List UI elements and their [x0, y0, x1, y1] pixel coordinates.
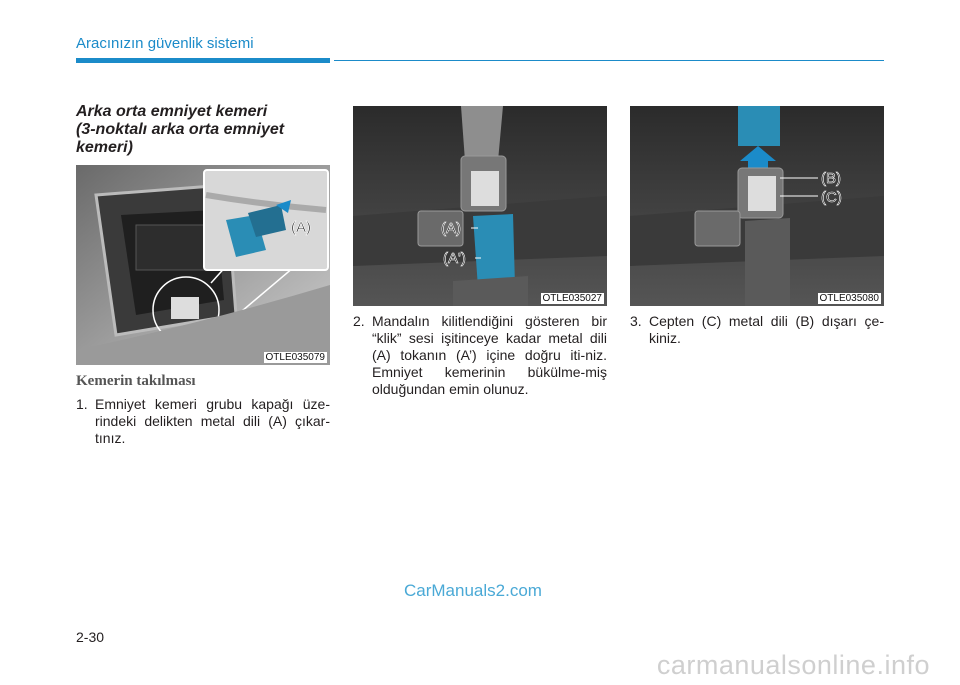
heading-line-2: (3-noktalı arka orta emniyet: [76, 121, 285, 138]
figure-3-illustration: [630, 106, 884, 306]
step-3-text: Cepten (C) metal dili (B) dışarı çe-kiniz.: [649, 313, 884, 346]
subheading-fastening: Kemerin takılması: [76, 373, 196, 389]
figure-3-label-b: (B): [821, 170, 841, 187]
page-number: 2-30: [76, 629, 105, 645]
heading-line-3: kemeri): [76, 139, 133, 156]
figure-2-buckle-insert: [353, 106, 607, 306]
section-title: Aracınızın güvenlik sistemi: [76, 35, 254, 52]
step-2-number: 2.: [353, 313, 365, 329]
figure-1-illustration: [76, 165, 330, 365]
figure-2-code: OTLE035027: [542, 293, 602, 304]
step-1: [76, 396, 330, 447]
step-2: [353, 313, 607, 398]
figure-1-code: OTLE035079: [265, 352, 325, 363]
step-2-text: Mandalın kilitlendiğini gösteren bir “klik” sesi işitinceye kadar metal dili (A) tokanın (A’) içine doğru iti-niz. Emniyet kemerinin bükülme-miş olduğundan emin olunuz.: [372, 313, 607, 397]
step-3: [630, 313, 884, 347]
figure-3-code: OTLE035080: [819, 293, 879, 304]
step-3-number: 3.: [630, 313, 642, 329]
figure-1-ceiling-cover: [76, 165, 330, 365]
site-watermark: carmanualsonline.info: [656, 650, 930, 680]
figure-3-label-c: (C): [821, 189, 842, 206]
figure-2-label-a-prime: (A'): [443, 250, 466, 267]
figure-3-tongue-release: [630, 106, 884, 306]
header-rule-thin: [334, 60, 884, 61]
section-heading: [76, 103, 326, 157]
step-1-text: Emniyet kemeri grubu kapağı üze-rindeki delikten metal dili (A) çıkar-tınız.: [95, 396, 330, 446]
figure-2-label-a: (A): [441, 220, 461, 237]
step-1-number: 1.: [76, 396, 88, 412]
carmanuals-watermark: CarManuals2.com: [404, 581, 542, 600]
header-rule-thick: [76, 58, 330, 63]
heading-line-1: Arka orta emniyet kemeri: [76, 103, 268, 120]
figure-1-label-a: (A): [291, 219, 311, 236]
figure-2-illustration: [353, 106, 607, 306]
